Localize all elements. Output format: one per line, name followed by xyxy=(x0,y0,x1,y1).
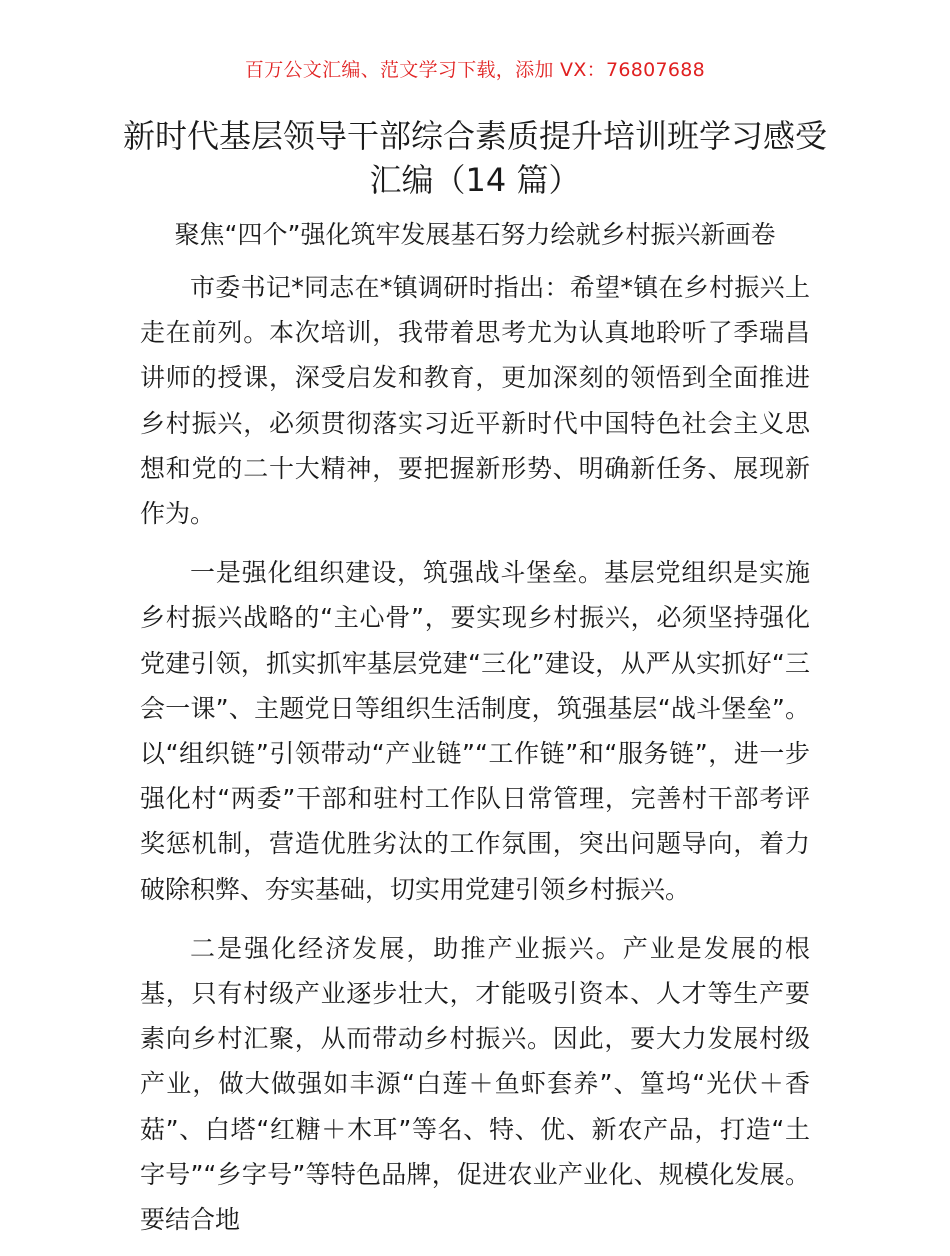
paragraph-intro: 市委书记*同志在*镇调研时指出：希望*镇在乡村振兴上走在前列。本次培训，我带着思考尤为认真地聆听了季瑞昌讲师的授课，深受启发和教育，更加深刻的领悟到全面推进乡村振兴，必须贯彻落实习近平新时代中国特色社会主义思想和党的二十大精神，要把握新形势、明确新任务、展现新作为。 xyxy=(140,273,810,529)
watermark-header: 百万公文汇编、范文学习下载，添加 VX：76807688 xyxy=(244,59,706,81)
article-subtitle: 聚焦“四个”强化筑牢发展基石努力绘就乡村振兴新画卷 xyxy=(174,220,776,249)
article-body xyxy=(140,265,810,1256)
paragraph-economy: 二是强化经济发展，助推产业振兴。产业是发展的根基，只有村级产业逐步壮大，才能吸引资本、人才等生产要素向乡村汇聚，从而带动乡村振兴。因此，要大力发展村级产业，做大做强如丰源“白莲＋鱼虾套养”、篁坞“光伏＋香菇”、白塔“红糖＋木耳”等名、特、优、新农产品，打造“土字号”“乡字号”等特色品牌，促进农业产业化、规模化发展。要结合地 xyxy=(140,933,810,1235)
paragraph-organization: 一是强化组织建设，筑强战斗堡垒。基层党组织是实施乡村振兴战略的“主心骨”，要实现乡村振兴，必须坚持强化党建引领，抓实抓牢基层党建“三化”建设，从严从实抓好“三会一课”、主题党日等组织生活制度，筑强基层“战斗堡垒”。以“组织链”引领带动“产业链”“工作链”和“服务链”，进一步强化村“两委”干部和驻村工作队日常管理，完善村干部考评奖惩机制，营造优胜劣汰的工作氛围，突出问题导向，着力破除积弊、夯实基础，切实用党建引领乡村振兴。 xyxy=(140,558,810,904)
document-title: 新时代基层领导干部综合素质提升培训班学习感受汇编（14 篇） xyxy=(122,117,827,199)
